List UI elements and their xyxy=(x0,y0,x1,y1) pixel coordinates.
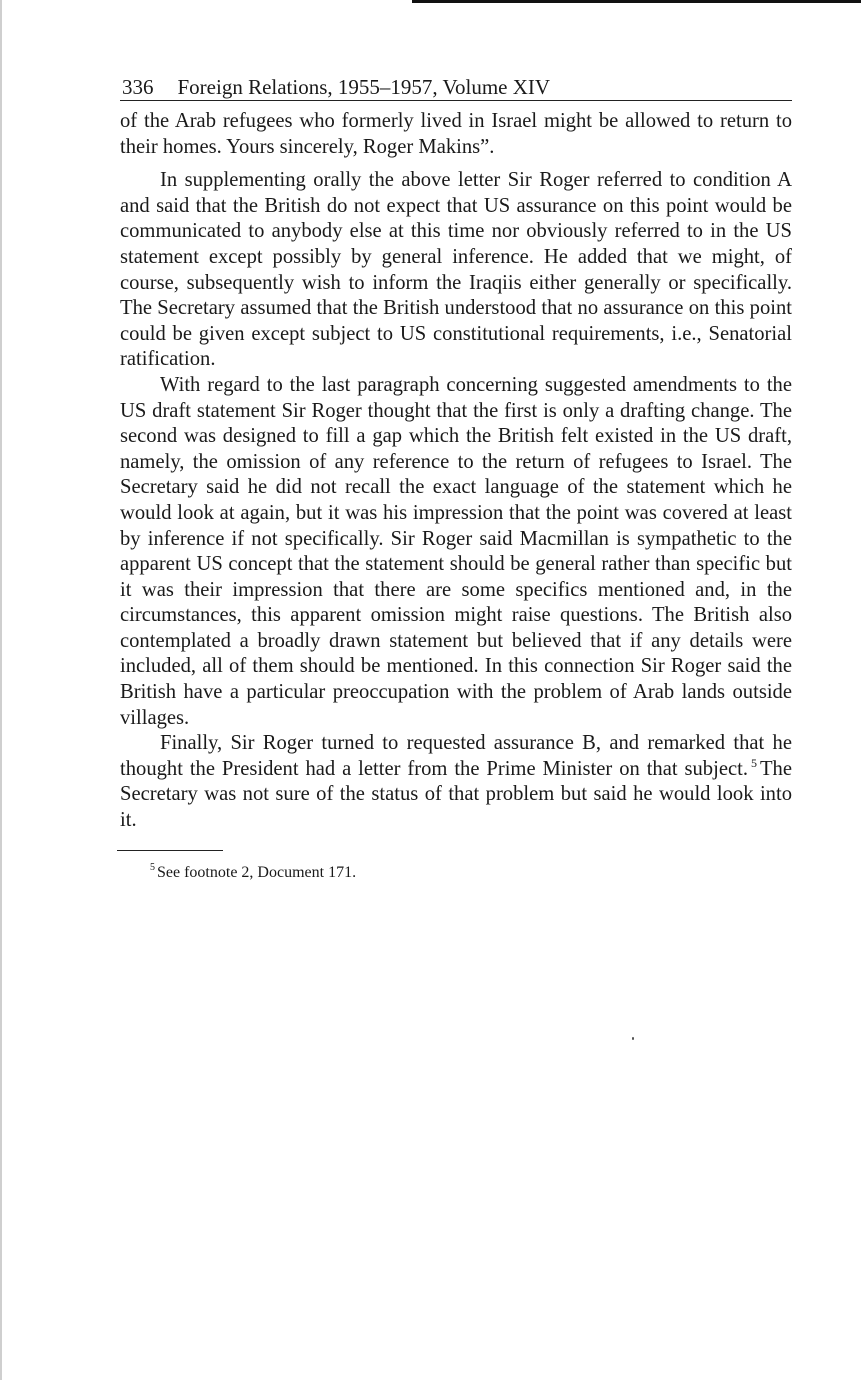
footnote-divider xyxy=(117,850,223,851)
paragraph-amendments: With regard to the last paragraph concerning suggested amendments to the US draft statement Sir Roger thought that the first is only a drafting change. The second was designed to fill a gap which the British felt existed in the US draft, namely, the omission of any reference to the return of refugees to Israel. The Secretary said he did not recall the exact language of the statement which he would look at again, but it was his impression that the point was covered at least by inference if not specifically. Sir Roger said Macmillan is sympathetic to the apparent US concept that the statement should be general rather than specific but it was their impression that there are some specifics mentioned and, in the circumstances, this apparent omission might raise questions. The British also contemplated a broadly drawn statement but believed that if any details were included, all of them should be mentioned. In this connection Sir Roger said the British have a particular preoccupation with the problem of Arab lands outside villages. xyxy=(120,373,792,729)
paragraph-supplementing: In supplementing orally the above letter Sir Roger referred to condition A and said that the British do not expect that US assurance on this point would be communicated to anybody else at this time nor obviously referred to in the US statement except possibly by general inference. He added that we might, of course, subsequently wish to inform the Iraqiis either generally or specifically. The Secretary assumed that the British understood that no assurance on this point could be given except subject to US constitutional requirements, i.e., Senatorial ratification. xyxy=(120,169,792,371)
footnote-text: See footnote 2, Document 171. xyxy=(157,863,357,881)
running-header xyxy=(120,74,792,101)
paragraph-finally-text-cont: The Secretary was not sure of the status of that problem but said he would look into it. xyxy=(120,757,792,832)
document-page xyxy=(120,74,792,883)
scan-speck xyxy=(632,1037,634,1040)
scan-edge-top xyxy=(412,0,861,3)
scan-edge-left xyxy=(0,0,2,1380)
running-title: Foreign Relations, 1955–1957, Volume XIV xyxy=(177,75,551,99)
footnote-reference[interactable]: 5 xyxy=(750,755,757,770)
paragraph-finally xyxy=(120,731,792,833)
paragraph-finally-text: Finally, Sir Roger turned to requested assurance B, and remarked that he thought the President had a letter from the Prime Minister on that subject. xyxy=(120,732,792,780)
paragraph-continuation: of the Arab refugees who formerly lived in Israel might be allowed to return to their homes. Yours sincerely, Roger Makins”. xyxy=(120,110,792,158)
body-text xyxy=(120,109,792,834)
footnote-marker: 5 xyxy=(150,862,155,874)
page-number: 336 xyxy=(122,75,154,99)
footnote xyxy=(150,863,792,883)
